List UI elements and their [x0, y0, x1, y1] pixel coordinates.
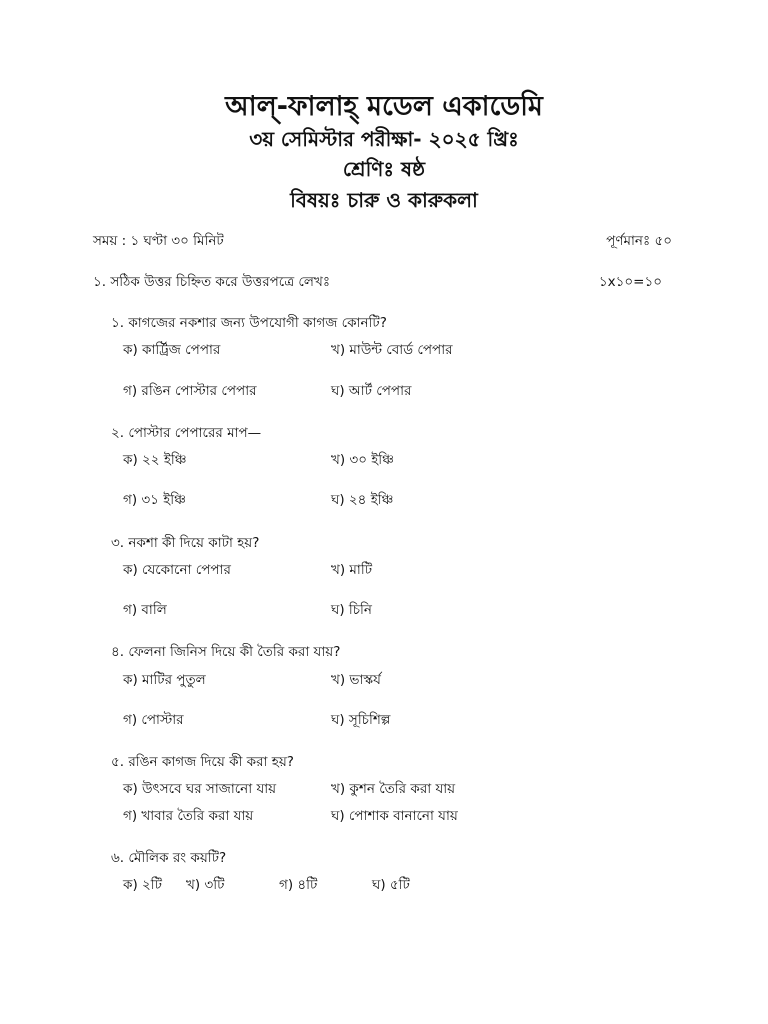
- exam-time: সময় : ১ ঘণ্টা ৩০ মিনিট: [93, 233, 224, 249]
- question-2: ২. পোস্টার পেপারের মাপ—: [111, 425, 262, 441]
- question-1-option-kha: খ) মাউন্ট বোর্ড পেপার: [331, 342, 453, 358]
- question-2-option-ka: ক) ২২ ইঞ্চি: [123, 452, 187, 468]
- question-4-option-gha: ঘ) সূচিশিল্প: [331, 712, 391, 728]
- question-4-option-kha: খ) ভাস্কর্য: [331, 672, 381, 688]
- question-5-option-ga: গ) খাবার তৈরি করা যায়: [123, 808, 254, 824]
- question-2-option-gha: ঘ) ২৪ ইঞ্চি: [331, 492, 394, 508]
- question-3-option-ka: ক) যেকোনো পেপার: [123, 562, 231, 578]
- subject-label: বিষয়ঃ চারু ও কারুকলা: [290, 188, 478, 212]
- section-marks: ১x১০=১০: [598, 274, 662, 290]
- section-instruction: ১. সঠিক উত্তর চিহ্নিত করে উত্তরপত্রে লেখঃ: [93, 274, 331, 290]
- question-6: ৬. মৌলিক রং কয়টি?: [111, 850, 227, 866]
- question-3-option-kha: খ) মাটি: [331, 562, 373, 578]
- question-3-option-gha: ঘ) চিনি: [331, 602, 372, 618]
- question-4: ৪. ফেলনা জিনিস দিয়ে কী তৈরি করা যায়?: [111, 644, 341, 660]
- question-5: ৫. রঙিন কাগজ দিয়ে কী করা হয়?: [111, 754, 294, 770]
- question-1: ১. কাগজের নকশার জন্য উপযোগী কাগজ কোনটি?: [111, 315, 387, 331]
- question-5-option-kha: খ) কুশন তৈরি করা যায়: [331, 781, 456, 797]
- school-name: আল্-ফালাহ্ মডেল একাডেমি: [225, 91, 543, 122]
- question-3: ৩. নকশা কী দিয়ে কাটা হয়?: [111, 535, 260, 551]
- question-6-option-kha: খ) ৩টি: [186, 877, 225, 893]
- question-6-option-gha: ঘ) ৫টি: [372, 877, 410, 893]
- question-1-option-ga: গ) রঙিন পোস্টার পেপার: [123, 383, 257, 399]
- question-1-option-gha: ঘ) আর্ট পেপার: [331, 383, 412, 399]
- question-4-option-ga: গ) পোস্টার: [123, 712, 184, 728]
- full-marks: পূর্ণমানঃ ৫০: [606, 233, 672, 249]
- exam-title: ৩য় সেমিস্টার পরীক্ষা- ২০২৫ খ্রিঃ: [249, 127, 519, 151]
- question-2-option-ga: গ) ৩১ ইঞ্চি: [123, 492, 186, 508]
- class-label: শ্রেণিঃ ষষ্ঠ: [342, 157, 426, 181]
- question-2-option-kha: খ) ৩০ ইঞ্চি: [331, 452, 394, 468]
- question-4-option-ka: ক) মাটির পুতুল: [123, 672, 206, 688]
- question-3-option-ga: গ) বালি: [123, 602, 167, 618]
- question-5-option-gha: ঘ) পোশাক বানানো যায়: [331, 808, 458, 824]
- question-6-option-ga: গ) ৪টি: [279, 877, 318, 893]
- question-5-option-ka: ক) উৎসবে ঘর সাজানো যায়: [123, 781, 277, 797]
- question-1-option-ka: ক) কার্ট্রিজ পেপার: [123, 342, 221, 358]
- question-6-option-ka: ক) ২টি: [123, 877, 162, 893]
